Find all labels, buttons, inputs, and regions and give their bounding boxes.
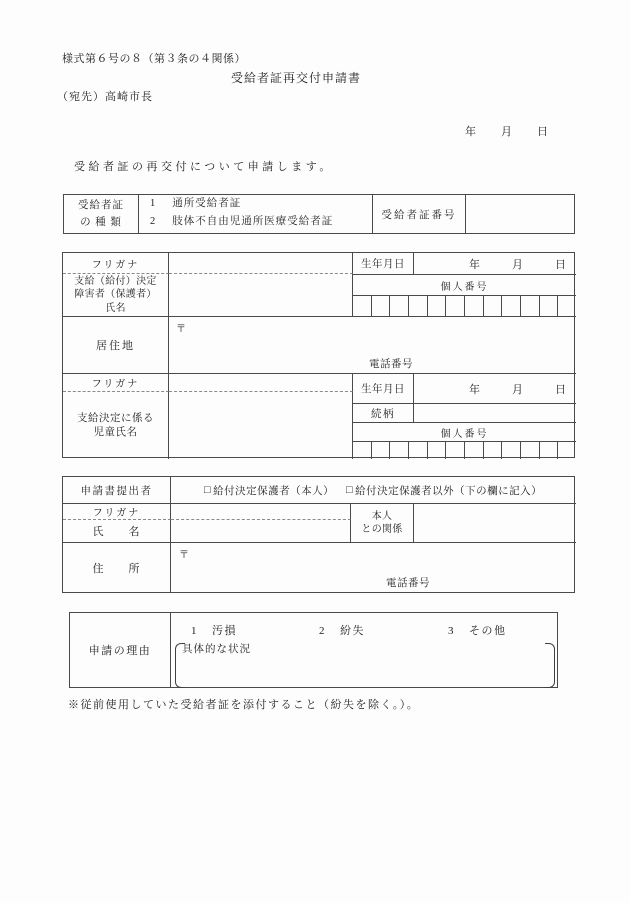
day-label: 日 (555, 383, 567, 396)
cert-option-1[interactable]: 1 通所受給者証 (150, 198, 242, 209)
submitter-name-input[interactable] (171, 520, 351, 543)
date-year-label: 年 (465, 126, 477, 138)
reason-label: 申請の理由 (70, 613, 171, 687)
personal-number-box[interactable] (557, 296, 576, 316)
personal-number-box[interactable] (464, 442, 483, 459)
personal-number-box[interactable] (371, 296, 390, 316)
checkbox-guardian-other[interactable]: □ 給付決定保護者以外（下の欄に記入） (346, 484, 543, 497)
date-line (465, 123, 549, 139)
checkbox-icon: □ (204, 484, 212, 496)
guardian-child-table (62, 252, 575, 458)
child-name-input[interactable] (169, 392, 353, 459)
date-month-label: 月 (501, 126, 513, 138)
personal-number-box[interactable] (501, 296, 520, 316)
checkbox-icon: □ (346, 484, 354, 496)
personal-number-box[interactable] (427, 442, 446, 459)
personal-number-box[interactable] (464, 296, 483, 316)
guardian-birth-input[interactable] (414, 253, 576, 275)
child-birth-input[interactable] (414, 374, 576, 404)
submitter-name-label: 氏 名 (63, 520, 171, 543)
year-label: 年 (469, 383, 481, 396)
child-furigana-label: フリガナ (63, 374, 169, 392)
reason-option-2[interactable]: 2 紛失 (319, 625, 365, 637)
submitter-furigana-label: フリガナ (63, 504, 171, 520)
personal-number-box[interactable] (408, 296, 427, 316)
child-relation-label: 続柄 (353, 404, 414, 423)
right-bracket (545, 643, 555, 688)
page-title: 受給者証再交付申請書 (230, 71, 361, 85)
reason-table (69, 612, 558, 688)
personal-number-box[interactable] (539, 296, 558, 316)
personal-number-box[interactable] (483, 442, 502, 459)
checkbox-guardian-self[interactable]: □ 給付決定保護者（本人） (204, 484, 335, 497)
submitter-phone-label: 電話番号 (386, 578, 430, 589)
certificate-number-input[interactable] (466, 195, 574, 233)
personal-number-box[interactable] (427, 296, 446, 316)
child-furigana-input[interactable] (169, 374, 353, 392)
submitter-address-input[interactable] (171, 543, 576, 592)
personal-number-box[interactable] (445, 296, 464, 316)
guardian-birth-label: 生年月日 (353, 253, 414, 275)
guardian-furigana-input[interactable] (169, 253, 353, 274)
footer-note: ※従前使用していた受給者証を添付すること（紛失を除く。）。 (68, 699, 420, 711)
personal-number-box[interactable] (353, 296, 371, 316)
left-bracket (175, 643, 185, 688)
child-name-label: 支給決定に係る 児童氏名 (63, 392, 169, 459)
personal-number-box[interactable] (445, 442, 464, 459)
intro-sentence: 受給者証の再交付について申請します。 (74, 161, 334, 173)
guardian-personal-number-boxes (353, 296, 576, 317)
submitter-table (62, 476, 575, 593)
submitter-address-label: 住 所 (63, 543, 171, 592)
personal-number-box[interactable] (371, 442, 390, 459)
child-personal-number-boxes (353, 442, 576, 459)
reason-option-1[interactable]: 1 汚損 (191, 625, 237, 637)
guardian-furigana-label: フリガナ (63, 253, 169, 274)
certificate-number-label: 受給者証番号 (373, 195, 466, 233)
certificate-type-label: 受給者証 の 種 類 (64, 195, 139, 233)
certificate-type-options (139, 195, 373, 233)
residence-label: 居住地 (63, 317, 169, 374)
submitter-choices (171, 477, 576, 504)
child-birth-label: 生年月日 (353, 374, 414, 404)
day-label: 日 (555, 258, 567, 271)
reason-detail-input[interactable] (185, 645, 543, 683)
residence-phone-label: 電話番号 (369, 359, 413, 370)
addressee: （宛先）高崎市長 (57, 91, 153, 103)
guardian-personal-number-label: 個人番号 (353, 275, 576, 296)
child-relation-input[interactable] (414, 404, 576, 423)
personal-number-box[interactable] (501, 442, 520, 459)
month-label: 月 (512, 258, 524, 271)
year-label: 年 (469, 258, 481, 271)
submitter-relation-label: 本人 との関係 (351, 504, 414, 543)
personal-number-box[interactable] (408, 442, 427, 459)
postal-mark: 〒 (179, 550, 190, 561)
personal-number-box[interactable] (389, 442, 408, 459)
cert-option-2[interactable]: 2 肢体不自由児通所医療受給者証 (150, 216, 334, 227)
personal-number-box[interactable] (389, 296, 408, 316)
submitter-furigana-input[interactable] (171, 504, 351, 520)
guardian-name-input[interactable] (169, 274, 353, 317)
date-day-label: 日 (537, 126, 549, 138)
personal-number-box[interactable] (353, 442, 371, 459)
submitter-relation-input[interactable] (414, 504, 576, 543)
month-label: 月 (512, 383, 524, 396)
reason-option-3[interactable]: 3 その他 (448, 625, 507, 637)
submitter-label: 申請書提出者 (63, 477, 171, 504)
personal-number-box[interactable] (520, 296, 539, 316)
personal-number-box[interactable] (483, 296, 502, 316)
personal-number-box[interactable] (557, 442, 576, 459)
reason-detail-label: 具体的な状況 (182, 644, 251, 655)
postal-mark: 〒 (176, 324, 187, 335)
reason-content (171, 613, 559, 687)
personal-number-box[interactable] (520, 442, 539, 459)
certificate-type-table (63, 194, 575, 234)
personal-number-box[interactable] (539, 442, 558, 459)
form-number: 様式第６号の８（第３条の４関係） (62, 53, 246, 65)
guardian-name-label: 支給（給付）決定 障害者（保護者） 氏名 (63, 274, 169, 317)
residence-input[interactable] (169, 317, 576, 374)
child-personal-number-label: 個人番号 (353, 423, 576, 442)
